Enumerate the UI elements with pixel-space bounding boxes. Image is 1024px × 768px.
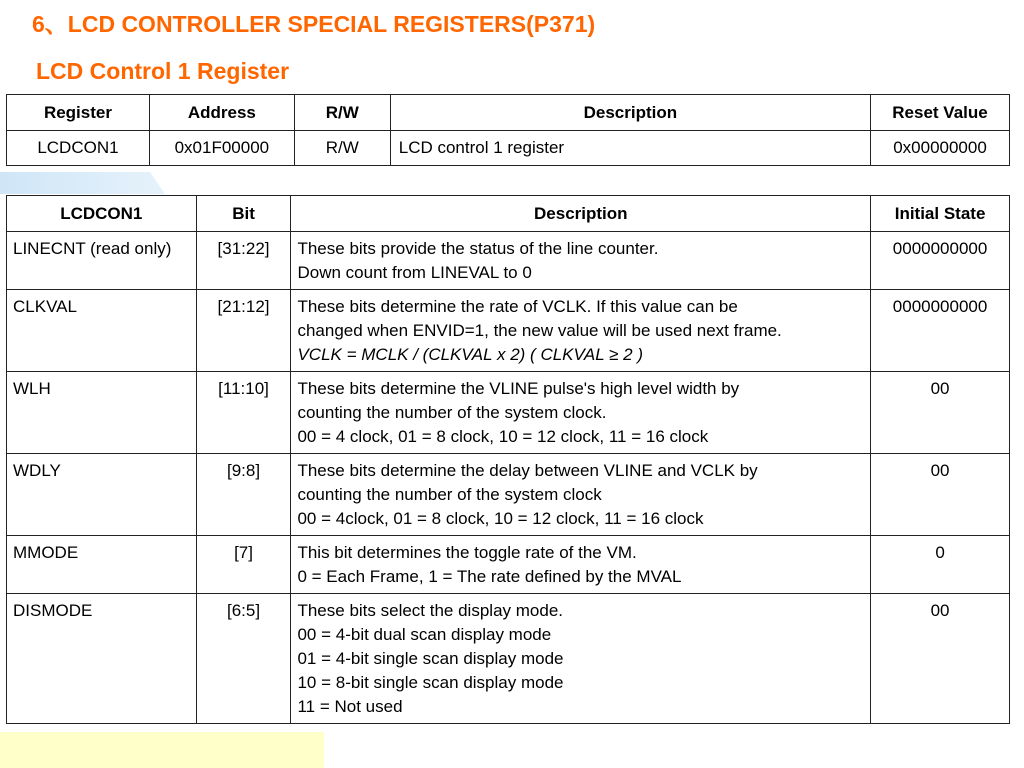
field-name: LINECNT (read only)	[7, 232, 197, 290]
description-line: 0 = Each Frame, 1 = The rate defined by the MVAL	[297, 567, 682, 586]
description-line: Down count from LINEVAL to 0	[297, 263, 532, 282]
formula-line: VCLK = MCLK / (CLKVAL x 2) ( CLKVAL ≥ 2 )	[297, 345, 644, 364]
initial-state: 0000000000	[871, 232, 1010, 290]
bit-range: [21:12]	[196, 290, 291, 372]
field-description	[291, 232, 871, 290]
table-row	[7, 372, 1010, 454]
bit-range: [31:22]	[196, 232, 291, 290]
header-bit: Bit	[196, 196, 291, 232]
cell-register: LCDCON1	[7, 131, 150, 166]
description-line: changed when ENVID=1, the new value will be used next frame.	[297, 321, 782, 340]
field-name: WDLY	[7, 454, 197, 536]
register-summary-table	[6, 94, 1010, 166]
description-line: These bits determine the delay between VLINE and VCLK by	[297, 461, 758, 480]
header-address: Address	[149, 95, 294, 131]
description-line: 00 = 4clock, 01 = 8 clock, 10 = 12 clock, 11 = 16 clock	[297, 509, 704, 528]
description-line: counting the number of the system clock	[297, 485, 602, 504]
cell-reset-value: 0x00000000	[871, 131, 1010, 166]
table-row	[7, 594, 1010, 724]
description-line: These bits provide the status of the line counter.	[297, 239, 659, 258]
initial-state: 00	[871, 372, 1010, 454]
cell-description: LCD control 1 register	[390, 131, 870, 166]
table-row	[7, 454, 1010, 536]
initial-state: 00	[871, 594, 1010, 724]
header-initial-state: Initial State	[871, 196, 1010, 232]
bits-table-header	[7, 196, 1010, 232]
table-row	[7, 131, 1010, 166]
bit-range: [11:10]	[196, 372, 291, 454]
decorative-yellow-band	[0, 732, 324, 768]
cell-address: 0x01F00000	[149, 131, 294, 166]
header-rw: R/W	[294, 95, 390, 131]
decorative-blue-band	[0, 172, 165, 194]
description-line: 00 = 4 clock, 01 = 8 clock, 10 = 12 clock, 11 = 16 clock	[297, 427, 709, 446]
field-description	[291, 594, 871, 724]
field-name: CLKVAL	[7, 290, 197, 372]
description-line: These bits select the display mode.	[297, 601, 563, 620]
header-field: LCDCON1	[7, 196, 197, 232]
initial-state: 00	[871, 454, 1010, 536]
table-row	[7, 290, 1010, 372]
description-line: counting the number of the system clock.	[297, 403, 607, 422]
header-reset-value: Reset Value	[871, 95, 1010, 131]
field-description	[291, 372, 871, 454]
bit-range: [7]	[196, 536, 291, 594]
table-row	[7, 232, 1010, 290]
field-description	[291, 454, 871, 536]
description-line: 01 = 4-bit single scan display mode	[297, 649, 564, 668]
field-name: WLH	[7, 372, 197, 454]
description-line: These bits determine the VLINE pulse's high level width by	[297, 379, 740, 398]
description-line: 10 = 8-bit single scan display mode	[297, 673, 564, 692]
slide-title: 6、LCD CONTROLLER SPECIAL REGISTERS(P371)	[32, 11, 596, 37]
bit-range: [6:5]	[196, 594, 291, 724]
description-line: 00 = 4-bit dual scan display mode	[297, 625, 552, 644]
initial-state: 0000000000	[871, 290, 1010, 372]
field-description	[291, 290, 871, 372]
bit-range: [9:8]	[196, 454, 291, 536]
field-name: MMODE	[7, 536, 197, 594]
header-description: Description	[390, 95, 870, 131]
section-title: LCD Control 1 Register	[36, 58, 290, 84]
description-line: 11 = Not used	[297, 697, 403, 716]
register-table-header	[7, 95, 1010, 131]
field-name: DISMODE	[7, 594, 197, 724]
bit-fields-table	[6, 195, 1010, 724]
field-description	[291, 536, 871, 594]
description-line: These bits determine the rate of VCLK. If this value can be	[297, 297, 738, 316]
cell-rw: R/W	[294, 131, 390, 166]
description-line: This bit determines the toggle rate of the VM.	[297, 543, 637, 562]
header-register: Register	[7, 95, 150, 131]
header-description: Description	[291, 196, 871, 232]
initial-state: 0	[871, 536, 1010, 594]
table-row	[7, 536, 1010, 594]
